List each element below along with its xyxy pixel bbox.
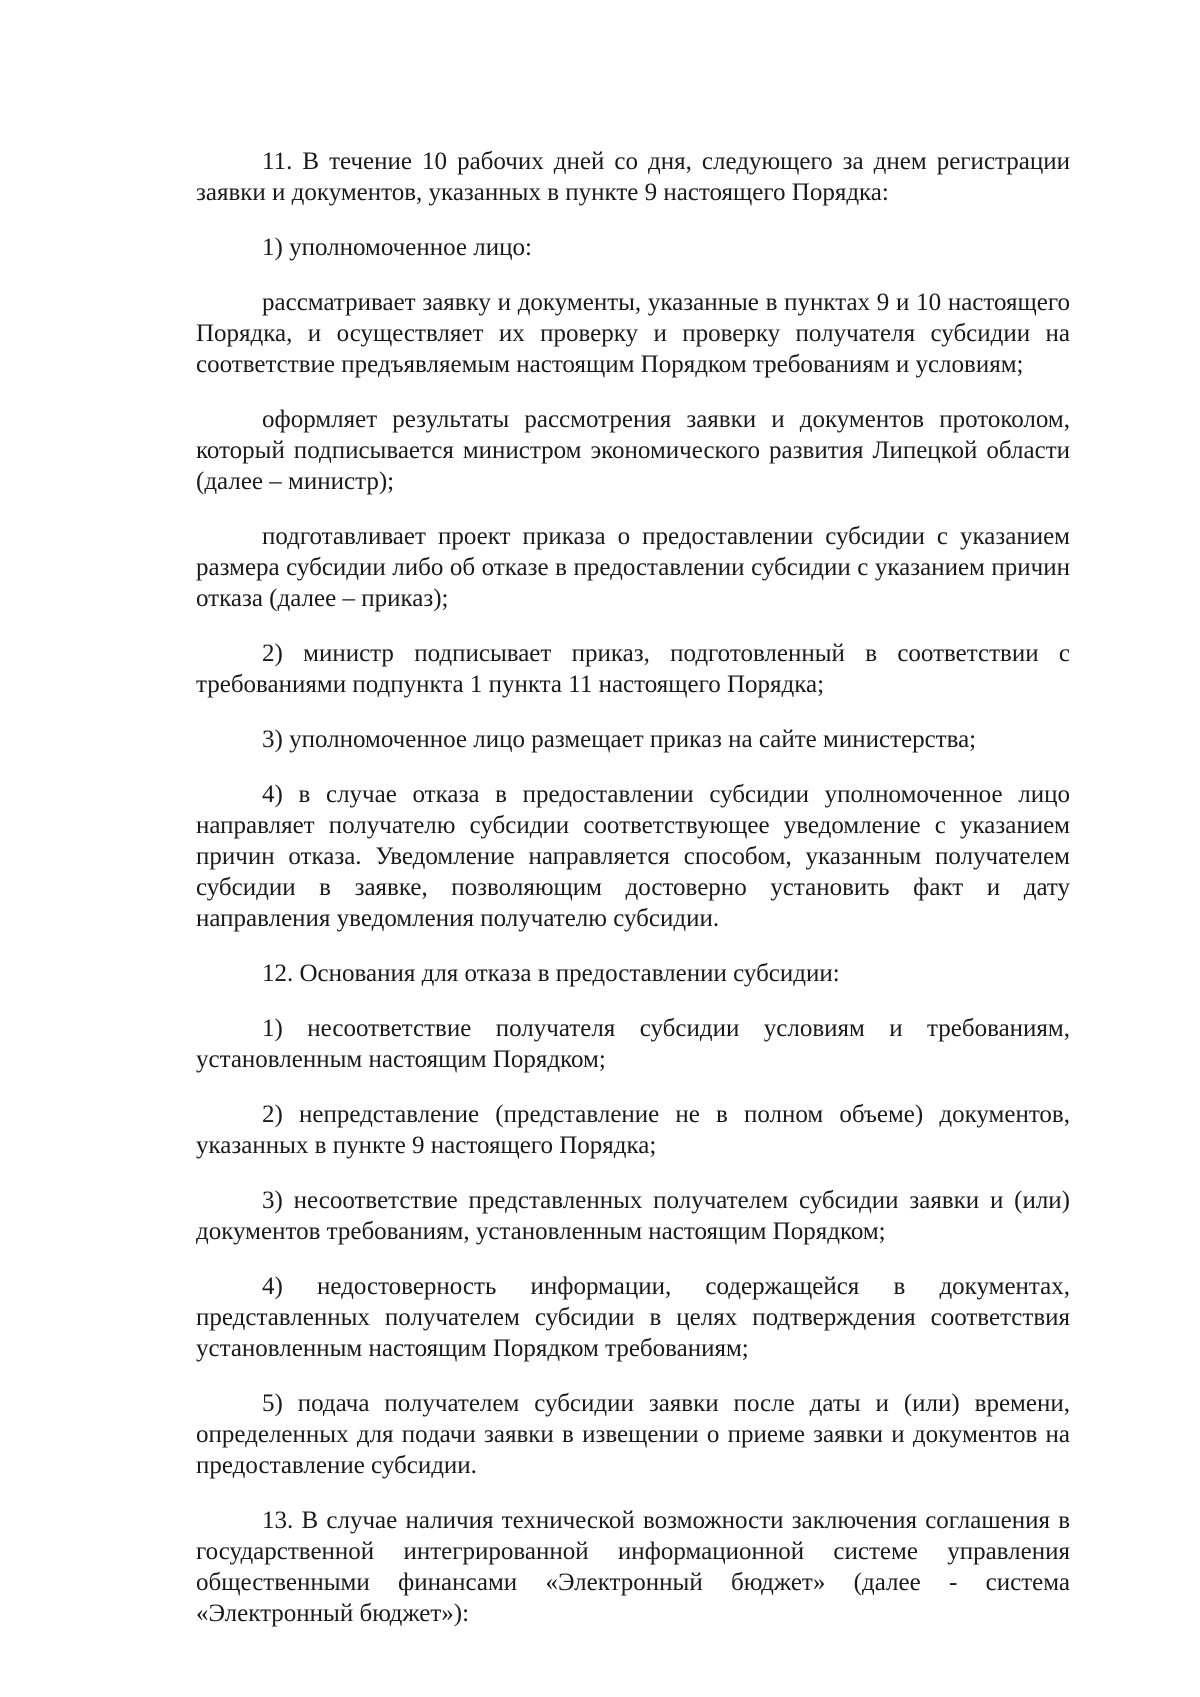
document-body xyxy=(196,146,1070,1629)
paragraph-12-5: 5) подача получателем субсидии заявки после даты и (или) времени, определенных для подачи заявки в извещении о приеме заявки и документов на предоставление субсидии. xyxy=(196,1390,1070,1479)
paragraph-11: 11. В течение 10 рабочих дней со дня, следующего за днем регистрации заявки и документов, указанных в пункте 9 настоящего Порядка: xyxy=(196,148,1070,206)
paragraph-12-3: 3) несоответствие представленных получателем субсидии заявки и (или) документов требованиям, установленным настоящим Порядком; xyxy=(196,1187,1070,1245)
paragraph-13: 13. В случае наличия технической возможности заключения соглашения в государственной интегрированной информационной системе управления общественными финансами «Электронный бюджет» (далее - система «Электронный бюджет»): xyxy=(196,1507,1070,1627)
paragraph-12-1: 1) несоответствие получателя субсидии условиям и требованиям, установленным настоящим Порядком; xyxy=(196,1015,1070,1073)
paragraph-12-2: 2) непредставление (представление не в полном объеме) документов, указанных в пункте 9 настоящего Порядка; xyxy=(196,1101,1070,1159)
paragraph-11-1-order-draft: подготавливает проект приказа о предоставлении субсидии с указанием размера субсидии либо об отказе в предоставлении субсидии с указанием причин отказа (далее – приказ); xyxy=(196,523,1070,612)
paragraph-11-1-review: рассматривает заявку и документы, указанные в пунктах 9 и 10 настоящего Порядка, и осуществляет их проверку и проверку получателя субсидии на соответствие предъявляемым настоящим Порядком требованиям и условиям; xyxy=(196,289,1070,378)
paragraph-11-1: 1) уполномоченное лицо: xyxy=(262,234,532,261)
paragraph-11-4: 4) в случае отказа в предоставлении субсидии уполномоченное лицо направляет получателю субсидии соответствующее уведомление с указанием причин отказа. Уведомление направляется способом, указанным получателем субсидии в заявке, позволяющим достоверно установить факт и дату направления уведомления получателю субсидии. xyxy=(196,781,1070,932)
paragraph-12-4: 4) недостоверность информации, содержащейся в документах, представленных получателем субсидии в целях подтверждения соответствия установленным настоящим Порядком требованиям; xyxy=(196,1273,1070,1362)
paragraph-11-1-protocol: оформляет результаты рассмотрения заявки и документов протоколом, который подписывается министром экономического развития Липецкой области (далее – министр); xyxy=(196,406,1070,495)
paragraph-11-3: 3) уполномоченное лицо размещает приказ на сайте министерства; xyxy=(262,726,977,753)
paragraph-11-2: 2) министр подписывает приказ, подготовленный в соответствии с требованиями подпункта 1 пункта 11 настоящего Порядка; xyxy=(196,640,1070,698)
paragraph-12: 12. Основания для отказа в предоставлении субсидии: xyxy=(262,960,840,987)
